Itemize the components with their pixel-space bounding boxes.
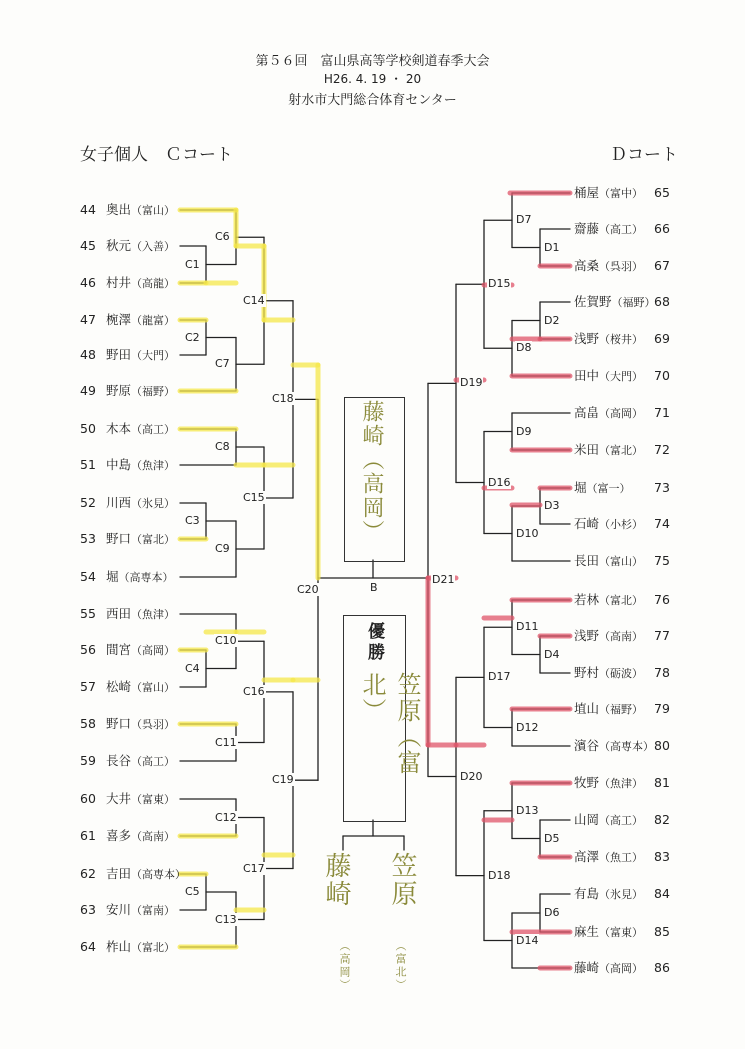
player-school: （高南） — [599, 630, 644, 643]
tournament-venue: 射水市大門総合体育センター — [288, 93, 457, 108]
player-school: （呉羽） — [131, 718, 176, 731]
player-entry — [574, 960, 643, 977]
player-name: 吉田 — [106, 866, 132, 881]
player-name: 奥出 — [106, 202, 132, 217]
player-name: 石崎 — [574, 516, 600, 531]
player-school: （高岡） — [131, 644, 176, 657]
match-label-C12: C12 — [215, 810, 237, 824]
player-name: 大井 — [106, 791, 132, 806]
player-entry — [574, 331, 643, 348]
player-school: （高龍） — [131, 277, 176, 290]
player-entry — [574, 480, 631, 497]
player-name: 若林 — [574, 592, 600, 607]
player-number: 85 — [654, 924, 670, 939]
player-entry — [574, 665, 643, 682]
player-entry — [106, 312, 175, 329]
player-number: 54 — [80, 569, 96, 584]
match-label-C8: C8 — [215, 440, 230, 453]
player-name: 高澤 — [574, 849, 600, 864]
player-number: 53 — [80, 531, 96, 546]
match-label-D21: D21 — [432, 572, 455, 586]
player-name: 山岡 — [574, 812, 600, 827]
player-name: 長田 — [574, 553, 600, 568]
player-number: 82 — [654, 812, 670, 827]
player-name: 野村 — [574, 665, 600, 680]
finalist-right-name: 笠原 — [387, 852, 417, 908]
player-entry — [574, 849, 643, 866]
player-entry — [574, 738, 654, 755]
player-school: （富山） — [599, 555, 644, 568]
player-entry — [574, 592, 643, 609]
player-entry — [106, 606, 175, 623]
player-entry — [106, 679, 175, 696]
player-school: （砺波） — [599, 667, 644, 680]
player-entry — [106, 238, 175, 255]
match-label-D1: D1 — [544, 240, 560, 254]
player-school: （魚津） — [599, 777, 644, 790]
champion-label: 優勝 — [364, 622, 384, 664]
player-entry — [574, 775, 643, 792]
player-name: 村井 — [106, 275, 132, 290]
player-name: 高畠 — [574, 405, 600, 420]
player-school: （大門） — [131, 349, 176, 362]
player-school: （富中） — [599, 187, 644, 200]
player-school: （高工） — [599, 223, 644, 236]
match-label-C1: C1 — [185, 257, 200, 271]
player-number: 57 — [80, 679, 96, 694]
player-school: （福野） — [599, 703, 644, 716]
player-school: （魚工） — [599, 851, 644, 864]
player-name: 西田 — [106, 606, 132, 621]
player-number: 65 — [654, 185, 670, 200]
player-entry — [106, 642, 175, 659]
player-school: （富東） — [599, 926, 644, 939]
player-name: 椀澤 — [106, 312, 132, 327]
match-label-D8: D8 — [516, 341, 532, 355]
player-entry — [574, 442, 643, 459]
match-label-D16: D16 — [488, 475, 511, 489]
player-number: 61 — [80, 828, 96, 843]
player-entry — [574, 368, 643, 385]
player-name: 喜多 — [106, 828, 132, 843]
match-label-D14: D14 — [516, 933, 539, 947]
player-name: 松崎 — [106, 679, 132, 694]
player-number: 64 — [80, 939, 96, 954]
player-school: （富北） — [599, 594, 644, 607]
match-label-C16: C16 — [243, 684, 265, 698]
player-number: 71 — [654, 405, 670, 420]
player-name: 野口 — [106, 716, 132, 731]
champion-name-handwriting: 笠原（富北） — [358, 672, 421, 776]
court-d-title: Ｄコート — [610, 145, 678, 165]
player-number: 48 — [80, 347, 96, 362]
match-label-D18: D18 — [488, 868, 511, 882]
player-school: （福野） — [131, 385, 176, 398]
match-label-D13: D13 — [516, 803, 539, 817]
match-label-C6: C6 — [215, 230, 230, 244]
player-school: （富一） — [586, 482, 631, 495]
player-number: 63 — [80, 902, 96, 917]
player-name: 長谷 — [106, 753, 132, 768]
player-entry — [106, 791, 175, 808]
player-name: 埴山 — [574, 701, 600, 716]
player-school: （富北） — [131, 533, 176, 546]
match-label-D15: D15 — [488, 277, 511, 291]
player-name: 野田 — [106, 347, 132, 362]
player-entry — [106, 202, 175, 219]
player-number: 74 — [654, 516, 670, 531]
player-name: 桶屋 — [574, 185, 600, 200]
tournament-date: H26. 4. 19 ・ 20 — [323, 72, 422, 86]
match-label-C3: C3 — [185, 514, 200, 527]
player-name: 有島 — [574, 886, 600, 901]
player-school: （桜井） — [599, 333, 644, 346]
player-school: （高専本） — [131, 868, 187, 881]
player-entry — [106, 275, 175, 292]
tournament-title: 第５６回 富山県高等学校剣道春季大会 — [255, 54, 490, 69]
player-number: 50 — [80, 421, 96, 436]
player-name: 齋藤 — [574, 221, 600, 236]
player-entry — [574, 405, 643, 422]
match-label-D2: D2 — [544, 313, 560, 327]
player-entry — [106, 866, 186, 883]
player-number: 70 — [654, 368, 670, 383]
match-label-B: B — [370, 581, 378, 594]
player-name: 麻生 — [574, 924, 600, 939]
match-label-D19: D19 — [460, 376, 483, 390]
match-label-C18: C18 — [272, 392, 294, 406]
player-school: （富山） — [131, 204, 176, 217]
match-label-C19: C19 — [272, 773, 294, 787]
player-entry — [574, 221, 643, 238]
player-number: 79 — [654, 701, 670, 716]
player-number: 72 — [654, 442, 670, 457]
match-label-C15: C15 — [243, 491, 265, 504]
match-label-D7: D7 — [516, 213, 532, 227]
player-number: 55 — [80, 606, 96, 621]
player-school: （呉羽） — [599, 260, 644, 273]
player-number: 49 — [80, 383, 96, 398]
player-school: （富北） — [599, 444, 644, 457]
player-entry — [574, 812, 643, 829]
player-school: （高専本） — [599, 740, 655, 753]
match-label-D20: D20 — [460, 769, 483, 783]
match-label-C4: C4 — [185, 661, 200, 675]
match-label-D4: D4 — [544, 647, 560, 661]
player-number: 73 — [654, 480, 670, 495]
player-school: （龍富） — [131, 314, 176, 327]
player-name: 佐賀野 — [574, 294, 612, 309]
player-name: 高桑 — [574, 258, 600, 273]
player-entry — [106, 939, 175, 956]
player-number: 45 — [80, 238, 96, 253]
player-school: （高工） — [599, 814, 644, 827]
player-name: 中島 — [106, 457, 132, 472]
player-entry — [574, 701, 643, 718]
player-number: 69 — [654, 331, 670, 346]
player-number: 44 — [80, 202, 96, 217]
player-school: （高岡） — [599, 962, 644, 975]
player-entry — [574, 924, 643, 941]
player-school: （福野） — [611, 296, 656, 309]
player-name: 浅野 — [574, 628, 600, 643]
player-entry — [574, 516, 643, 533]
match-label-C17: C17 — [243, 861, 265, 875]
player-name: 牧野 — [574, 775, 600, 790]
player-number: 75 — [654, 553, 670, 568]
match-label-D17: D17 — [488, 670, 511, 684]
player-name: 野口 — [106, 531, 132, 546]
match-label-D11: D11 — [516, 620, 539, 634]
player-number: 60 — [80, 791, 96, 806]
player-entry — [574, 258, 643, 275]
player-school: （大門） — [599, 370, 644, 383]
player-school: （高専本） — [118, 571, 174, 584]
player-name: 野原 — [106, 383, 132, 398]
match-label-C9: C9 — [215, 542, 230, 555]
player-name: 米田 — [574, 442, 600, 457]
match-label-D5: D5 — [544, 831, 560, 845]
player-entry — [106, 347, 175, 364]
player-entry — [574, 294, 656, 311]
player-entry — [106, 421, 175, 438]
finalist-right-school: （富北） — [394, 940, 407, 992]
player-name: 堀 — [574, 480, 587, 495]
match-label-D12: D12 — [516, 720, 539, 734]
player-entry — [106, 716, 175, 733]
match-label-C5: C5 — [185, 885, 200, 898]
player-name: 田中 — [574, 368, 600, 383]
player-entry — [106, 495, 175, 512]
player-name: 濱谷 — [574, 738, 600, 753]
player-entry — [106, 457, 175, 474]
match-label-C2: C2 — [185, 330, 200, 344]
player-school: （富山） — [131, 681, 176, 694]
player-school: （氷見） — [599, 888, 644, 901]
player-school: （高工） — [131, 755, 176, 768]
player-entry — [106, 902, 175, 919]
player-number: 86 — [654, 960, 670, 975]
player-entry — [574, 886, 643, 903]
player-name: 堀 — [106, 569, 119, 584]
court-c-title: 女子個人 Ｃコート — [80, 145, 233, 165]
player-number: 81 — [654, 775, 670, 790]
player-name: 安川 — [106, 902, 132, 917]
match-label-C20: C20 — [297, 582, 319, 596]
player-school: （入善） — [131, 240, 176, 253]
player-number: 56 — [80, 642, 96, 657]
player-number: 68 — [654, 294, 670, 309]
player-name: 浅野 — [574, 331, 600, 346]
match-label-D6: D6 — [544, 906, 560, 919]
match-label-C7: C7 — [215, 357, 230, 371]
match-label-D9: D9 — [516, 424, 532, 438]
player-number: 80 — [654, 738, 670, 753]
player-entry — [574, 185, 643, 202]
match-label-D3: D3 — [544, 499, 560, 512]
player-number: 83 — [654, 849, 670, 864]
player-number: 59 — [80, 753, 96, 768]
semifinal-winner-handwriting: 藤崎（高岡） — [359, 400, 384, 544]
player-school: （高岡） — [599, 407, 644, 420]
player-entry — [574, 553, 643, 570]
match-label-C10: C10 — [215, 634, 237, 648]
player-number: 84 — [654, 886, 670, 901]
player-name: 間宮 — [106, 642, 132, 657]
player-number: 67 — [654, 258, 670, 273]
player-number: 66 — [654, 221, 670, 236]
player-entry — [106, 753, 175, 770]
match-label-C13: C13 — [215, 912, 237, 926]
player-number: 58 — [80, 716, 96, 731]
player-number: 51 — [80, 457, 96, 472]
player-number: 76 — [654, 592, 670, 607]
player-name: 柞山 — [106, 939, 132, 954]
player-school: （高南） — [131, 830, 176, 843]
player-number: 78 — [654, 665, 670, 680]
player-name: 秋元 — [106, 238, 132, 253]
player-school: （小杉） — [599, 518, 644, 531]
player-school: （高工） — [131, 423, 176, 436]
player-entry — [106, 828, 175, 845]
player-entry — [106, 383, 175, 400]
finalist-left-name: 藤崎 — [321, 852, 351, 908]
match-label-C14: C14 — [243, 293, 265, 307]
player-school: （魚津） — [131, 459, 176, 472]
player-school: （魚津） — [131, 608, 176, 621]
player-school: （氷見） — [131, 497, 176, 510]
player-school: （富北） — [131, 941, 176, 954]
player-name: 木本 — [106, 421, 132, 436]
player-entry — [574, 628, 643, 645]
match-label-C11: C11 — [215, 735, 237, 749]
finalist-left-school: （高岡） — [338, 940, 351, 992]
player-number: 77 — [654, 628, 670, 643]
player-number: 62 — [80, 866, 96, 881]
player-school: （富東） — [131, 793, 176, 806]
player-name: 藤崎 — [574, 960, 600, 975]
player-name: 川西 — [106, 495, 132, 510]
player-number: 46 — [80, 275, 96, 290]
match-label-D10: D10 — [516, 526, 539, 540]
player-entry — [106, 569, 174, 586]
player-school: （富南） — [131, 904, 176, 917]
player-number: 47 — [80, 312, 96, 327]
player-entry — [106, 531, 175, 548]
player-number: 52 — [80, 495, 96, 510]
